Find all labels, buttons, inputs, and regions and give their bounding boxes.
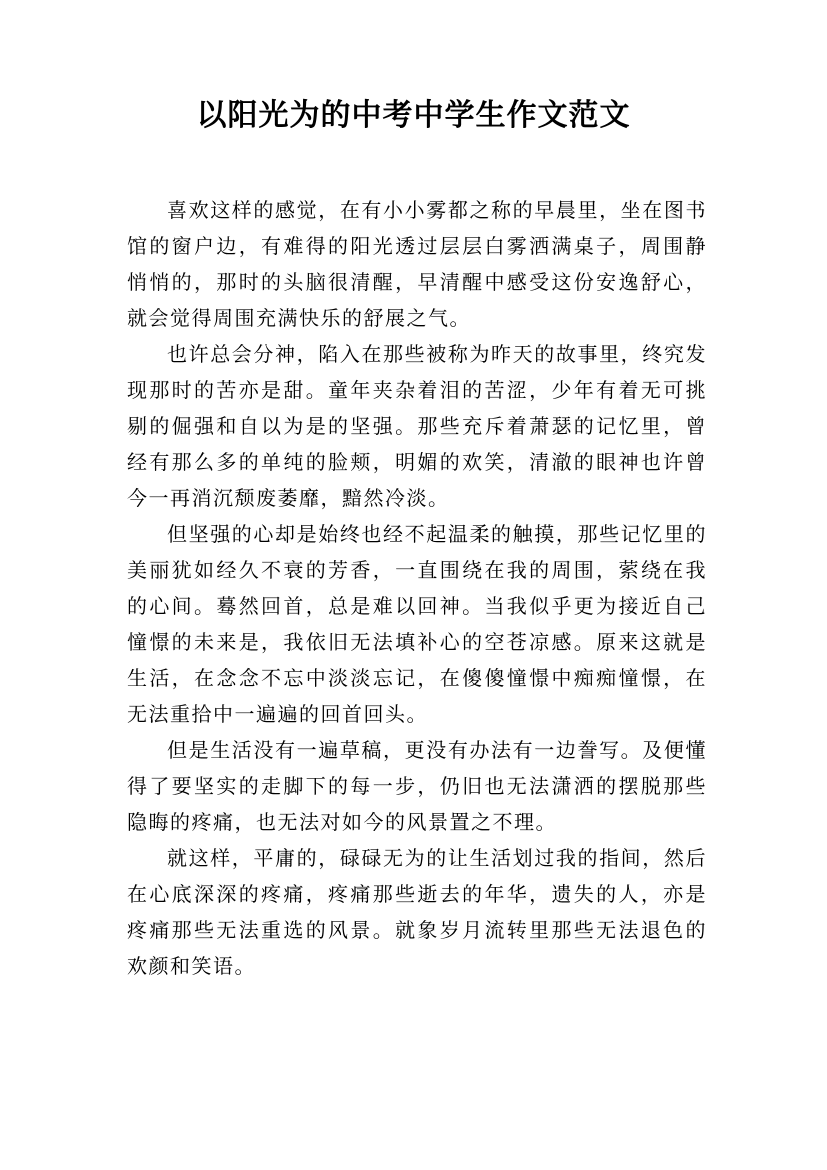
paragraph-3: 但坚强的心却是始终也经不起温柔的触摸，那些记忆里的美丽犹如经久不衰的芳香，一直围绕在我的周围，萦绕在我的心间。蓦然回首，总是难以回神。当我似乎更为接近自己憧憬的未来是，我依旧无法填补心的空苍凉感。原来这就是生活，在念念不忘中淡淡忘记，在傻傻憧憬中痴痴憧憬，在无法重拾中一遍遍的回首回头。 [127, 522, 707, 726]
document-title: 以阳光为的中考中学生作文范文 [196, 98, 631, 133]
document-body [127, 192, 707, 984]
paragraph-2: 也许总会分神，陷入在那些被称为昨天的故事里，终究发现那时的苦亦是甜。童年夹杂着泪的苦涩，少年有着无可挑剔的倔强和自以为是的坚强。那些充斥着萧瑟的记忆里，曾经有那么多的单纯的脸颊，明媚的欢笑，清澈的眼神也许曾今一再消沉颓废萎靡，黯然冷淡。 [127, 342, 707, 510]
paragraph-4: 但是生活没有一遍草稿，更没有办法有一边誊写。及便懂得了要坚实的走脚下的每一步，仍旧也无法潇洒的摆脱那些隐晦的疼痛，也无法对如今的风景置之不理。 [127, 738, 707, 834]
paragraph-5: 就这样，平庸的，碌碌无为的让生活划过我的指间，然后在心底深深的疼痛，疼痛那些逝去的年华，遗失的人，亦是疼痛那些无法重选的风景。就象岁月流转里那些无法退色的欢颜和笑语。 [127, 846, 707, 978]
paragraph-1: 喜欢这样的感觉，在有小小雾都之称的早晨里，坐在图书馆的窗户边，有难得的阳光透过层层白雾洒满桌子，周围静悄悄的，那时的头脑很清醒，早清醒中感受这份安逸舒心，就会觉得周围充满快乐的舒展之气。 [127, 198, 707, 330]
